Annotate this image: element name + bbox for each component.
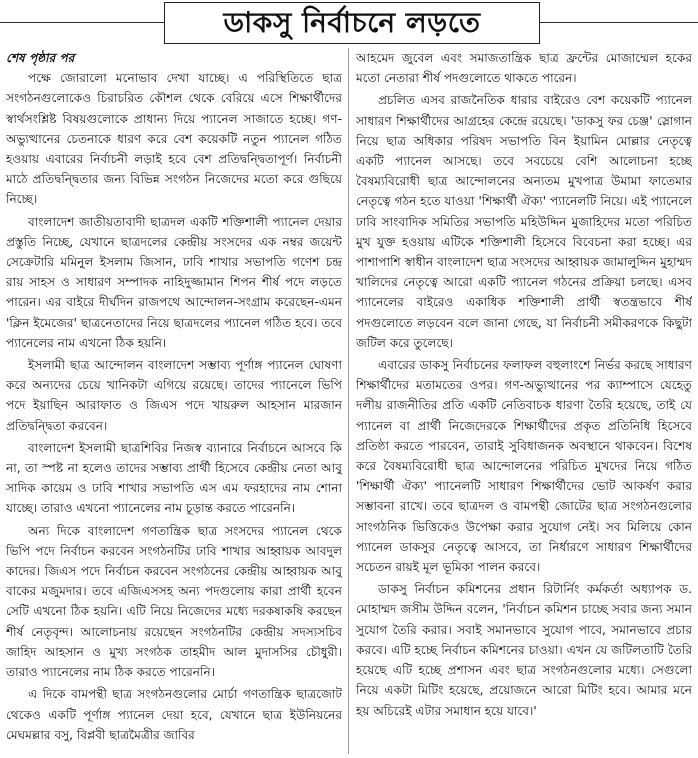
paragraph: প্রচলিত এসব রাজনৈতিক ধারার বাইরেও বেশ কয়েকটি প্যানেল সাধারণ শিক্ষার্থীদের আগ্রহের কেন্দ্রে রয়েছে। 'ডাকসু ফর চেঞ্জ' স্লোগান নিয়ে ছাত্র অধিকার পরিষদ সভাপতি বিন ইয়ামিন মোল্লার নেতৃত্বে একটি প্যানেল আসছে। তবে সবচেয়ে বেশি আলোচনা হচ্ছে বৈষম্যবিরোধী ছাত্র আন্দোলনের অন্যতম মুখপাত্র উমামা ফাতেমার নেতৃত্বে গঠন হতে যাওয়া 'শিক্ষার্থী ঐক্য' প্যানেলটি নিয়ে। এই প্যানেলে ঢাবি সাংবাদিক সমিতির সভাপতি মহিউদ্দিন মুজাহিদের মতো পরিচিত মুখ যুক্ত হওয়ায় এটিকে শক্তিশালী হিসেবে বিবেচনা করা হচ্ছে। এর পাশাপাশি স্বাধীন বাংলাদেশ ছাত্র সংসদের আহ্বায়ক জামালুদ্দিন মুহাম্মদ খালিদের নেতৃত্বে আরো একটি প্যানেল গঠনের প্রক্রিয়া চলছে। এসব প্যানেলের বাইরেও একাধিক শক্তিশালী প্রার্থী স্বতন্ত্রভাবে শীর্ষ পদগুলোতে লড়বেন বলে জানা গেছে, যা নির্বাচনী সমীকরণকে কিছুটা জটিল করে তুলেছে। [356,93,692,350]
right-column [356,48,692,756]
headline-rule-right [538,22,698,23]
paragraph: অন্য দিকে বাংলাদেশ গণতান্ত্রিক ছাত্র সংসদের প্যানেল থেকে ভিপি পদে নির্বাচন করবেন সংগঠনটির ঢাবি শাখার আহ্বায়ক আবদুল কাদের। জিএস পদে নির্বাচন করবেন সংগঠনের কেন্দ্রীয় আহ্বায়ক আবু বাকের মজুমদার। তবে এজিএসসহ অন্য পদগুলোয় কারা প্রার্থী হবেন সেটি এখনো ঠিক হয়নি। এটি নিয়ে নিজেদের মধ্যে দরকষাকষি করছেন শীর্ষ নেতৃবৃন্দ। আলোচনায় রয়েছেন সংগঠনটির কেন্দ্রীয় সদস্যসচিব জাহিদ আহসান ও মুখ্য সংগঠক তাহমীদ আল মুদাসসির চৌধুরী। তারাও প্যানেলের নাম ঠিক করতে পারেননি। [6,523,342,680]
left-column [6,48,342,756]
paragraph: এ দিকে বামপন্থী ছাত্র সংগঠনগুলোর মোর্চা গণতান্ত্রিক ছাত্রজোট থেকেও একটি পূর্ণাঙ্গ প্যানেল দেয়া হবে, যেখানে ছাত্র ইউনিয়নের মেঘমল্লার বসু, বিপ্লবী ছাত্রমৈত্রীর জাবির [6,687,342,742]
paragraph: পক্ষে জোরালো মনোভাব দেখা যাচ্ছে। এ পরিস্থিতিতে ছাত্র সংগঠনগুলোকেও চিরাচরিত কৌশল থেকে বেরিয়ে এসে শিক্ষার্থীদের স্বার্থসংশ্লিষ্ট বিষয়গুলোকে প্রাধান্য দিয়ে প্যানেল সাজাতে হচ্ছে। গণ-অভ্যুত্থানের চেতনাকে ধারণ করে বেশ কয়েকটি নতুন প্যানেল গঠিত হওয়ায় এবারের নির্বাচনী লড়াই হবে বেশ প্রতিদ্বন্দ্বিতাপূর্ণ। নির্বাচনী মাঠে প্রতিদ্বন্দ্বিতার জন্য বিভিন্ন সংগঠন নিজেদের মতো করে গুছিয়ে নিচ্ছে। [6,71,342,207]
paragraph: ইসলামী ছাত্র আন্দোলন বাংলাদেশ সম্ভাব্য পূর্ণাঙ্গ প্যানেল ঘোষণা করে অন্যদের চেয়ে খানিকটা এগিয়ে রয়েছে। তাদের প্যানেলে ভিপি পদে ইয়াছিন আরাফাত ও জিএস পদে খায়রুল আহসান মারজান প্রতিদ্বন্দ্বিতা করবেন। [6,358,342,433]
headline-rule-left [0,22,164,23]
paragraph: আহমেদ জুবেল এবং সমাজতান্ত্রিক ছাত্র ফ্রন্টের মোজাম্মেল হকের মতো নেতারা শীর্ষ পদগুলোতে থাকতে পারেন। [356,51,692,86]
column-divider [348,48,349,754]
headline: ডাকসু নির্বাচনে লড়তে [223,6,481,39]
headline-box [164,2,540,44]
paragraph: বাংলাদেশ ইসলামী ছাত্রশিবির নিজস্ব ব্যানারে নির্বাচনে আসবে কি না, তা স্পষ্ট না হলেও তাদের সম্ভাব্য প্রার্থী হিসেবে কেন্দ্রীয় নেতা আবু সাদিক কায়েম ও ঢাবি শাখার সভাপতি এস এম ফরহাদের নাম শোনা যাচ্ছে। তারাও এখনো প্যানেলের নাম চূড়ান্ত করতে পারেননি। [6,440,342,516]
continuation-kicker: শেষ পৃষ্ঠার পর [6,51,75,65]
paragraph: ডাকসু নির্বাচন কমিশনের প্রধান রিটার্নিং কর্মকর্তা অধ্যাপক ড. মোহাম্মদ জসীম উদ্দিন বলেন, 'নির্বাচন কমিশন চাচ্ছে সবার জন্য সমান সুযোগ তৈরি করার। সবাই সমানভাবে সুযোগ পাবে, সমানভাবে প্রচার করবে। এটি হচ্ছে নির্বাচন কমিশনের চাওয়া। এখন যে জটিলতাটি তৈরি হয়েছে এটি হচ্ছে প্রশাসন এবং ছাত্র সংগঠনগুলোর মধ্যে। সেগুলো নিয়ে একটা মিটিং হয়েছে, প্রয়োজনে আরো মিটিং হবে। আমার মনে হয় অচিরেই এটার সমাধান হয়ে যাবে।' [356,582,692,718]
paragraph: এবারের ডাকসু নির্বাচনের ফলাফল বহুলাংশে নির্ভর করছে সাধারণ শিক্ষার্থীদের মতামতের ওপর। গণ-অভ্যুত্থানের পর ক্যাম্পাসে যেহেতু দলীয় রাজনীতির প্রতি একটি নেতিবাচক ধারণা তৈরি হয়েছে, তাই যে প্যানেল বা প্রার্থী নিজেদেরকে শিক্ষার্থীদের প্রকৃত প্রতিনিধি হিসেবে প্রতিষ্ঠা করতে পারবেন, তারাই সুবিধাজনক অবস্থানে থাকবেন। বিশেষ করে বৈষম্যবিরোধী ছাত্র আন্দোলনের পরিচিত মুখদের নিয়ে গঠিত 'শিক্ষার্থী ঐক্য' প্যানেলটি সাধারণ শিক্ষার্থীদের ভোট আকর্ষণ করার সম্ভাবনা রাখে। তবে ছাত্রদল ও বামপন্থী জোটের ছাত্র সংগঠনগুলোর সাংগঠনিক ভিত্তিকেও উপেক্ষা করার সুযোগ নেই। সব মিলিয়ে কোন প্যানেল ডাকসুর নেতৃত্বে আসবে, তা নির্ধারণে সাধারণ শিক্ষার্থীদের সচেতন রায়ই মূল ভূমিকা পালন করবে। [356,358,692,575]
paragraph: বাংলাদেশ জাতীয়তাবাদী ছাত্রদল একটি শক্তিশালী প্যানেল দেয়ার প্রস্তুতি নিচ্ছে, যেখানে ছাত্রদলের কেন্দ্রীয় সংসদের এক নম্বর জয়েন্ট সেক্রেটারি মমিনুল ইসলাম জিসান, ঢাবি শাখার সভাপতি গণেশ চন্দ্র রায় সাহস ও সাধারণ সম্পাদক নাহিদুজ্জামান শিপন শীর্ষ পদে লড়তে পারেন। এর বাইরে দীর্ঘদিন রাজপথে আন্দোলন-সংগ্রাম করেছেন-এমন 'ক্লিন ইমেজের' ছাত্রনেতাদের নিয়ে ছাত্রদলের প্যানেল গঠিত হবে। তবে প্যানেলের নাম এখনো ঠিক হয়নি। [6,214,342,350]
